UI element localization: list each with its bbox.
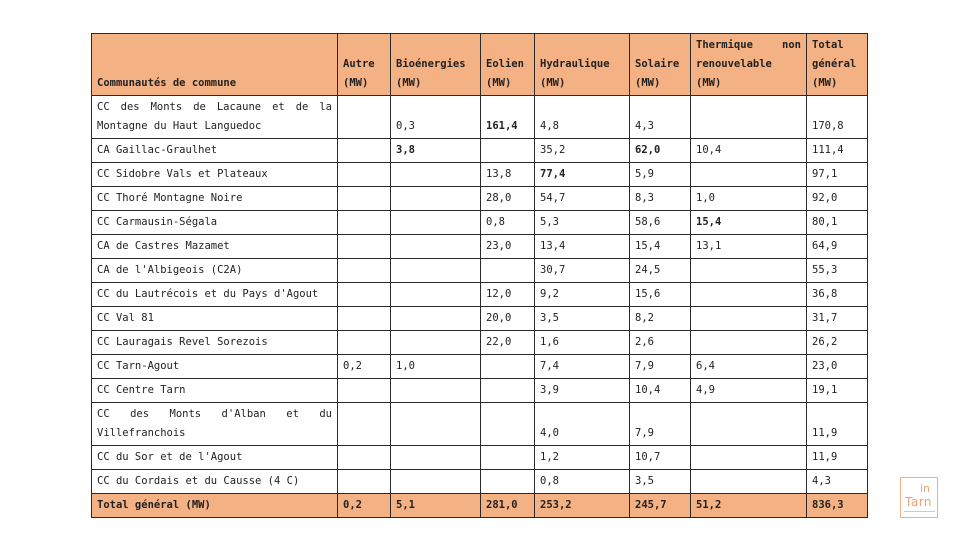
commune-name: CA Gaillac-Graulhet (92, 139, 338, 163)
header-thermique: Thermique non renouvelable (MW) (691, 34, 807, 96)
commune-name: CC du Cordais et du Causse (4 C) (92, 470, 338, 494)
table-row (92, 446, 868, 470)
table-row (92, 235, 868, 259)
cell-eolien (481, 379, 535, 403)
table-row (92, 139, 868, 163)
commune-name: CC du Sor et de l'Agout (92, 446, 338, 470)
cell-hydro: 4,0 (535, 403, 630, 446)
total-autre: 0,2 (338, 494, 391, 518)
commune-name: CA de l'Albigeois (C2A) (92, 259, 338, 283)
cell-autre (338, 446, 391, 470)
header-bioenergies: Bioénergies (MW) (391, 34, 481, 96)
cell-total: 11,9 (807, 446, 868, 470)
cell-thermique (691, 470, 807, 494)
cell-solaire: 15,4 (630, 235, 691, 259)
total-total: 836,3 (807, 494, 868, 518)
commune-name: CC des Monts de Lacaune et de la Montagne du Haut Languedoc (92, 96, 338, 139)
cell-solaire: 7,9 (630, 355, 691, 379)
cell-solaire: 5,9 (630, 163, 691, 187)
header-total: Total général (MW) (807, 34, 868, 96)
cell-autre (338, 163, 391, 187)
cell-eolien (481, 259, 535, 283)
logo-line1: in (920, 482, 931, 495)
cell-bio (391, 307, 481, 331)
cell-autre (338, 470, 391, 494)
cell-autre: 0,2 (338, 355, 391, 379)
cell-total: 4,3 (807, 470, 868, 494)
table-row (92, 211, 868, 235)
total-hydro: 253,2 (535, 494, 630, 518)
cell-autre (338, 235, 391, 259)
cell-autre (338, 403, 391, 446)
cell-eolien: 23,0 (481, 235, 535, 259)
cell-hydro: 1,2 (535, 446, 630, 470)
table-row (92, 355, 868, 379)
cell-hydro: 1,6 (535, 331, 630, 355)
capacity-table (91, 33, 868, 518)
cell-total: 19,1 (807, 379, 868, 403)
cell-eolien (481, 446, 535, 470)
table-row (92, 307, 868, 331)
cell-hydro: 4,8 (535, 96, 630, 139)
table-row (92, 283, 868, 307)
cell-eolien (481, 470, 535, 494)
cell-thermique: 15,4 (691, 211, 807, 235)
cell-eolien: 22,0 (481, 331, 535, 355)
header-eolien: Eolien (MW) (481, 34, 535, 96)
cell-thermique (691, 403, 807, 446)
commune-name: CC Centre Tarn (92, 379, 338, 403)
cell-bio: 0,3 (391, 96, 481, 139)
cell-eolien (481, 355, 535, 379)
cell-solaire: 4,3 (630, 96, 691, 139)
cell-solaire: 8,3 (630, 187, 691, 211)
cell-total: 36,8 (807, 283, 868, 307)
total-eolien: 281,0 (481, 494, 535, 518)
commune-name: CC Carmausin-Ségala (92, 211, 338, 235)
table-row (92, 331, 868, 355)
cell-autre (338, 187, 391, 211)
cell-autre (338, 139, 391, 163)
cell-hydro: 54,7 (535, 187, 630, 211)
header-autre: Autre (MW) (338, 34, 391, 96)
cell-total: 26,2 (807, 331, 868, 355)
cell-bio (391, 379, 481, 403)
cell-bio (391, 235, 481, 259)
cell-hydro: 30,7 (535, 259, 630, 283)
cell-solaire: 10,7 (630, 446, 691, 470)
cell-thermique: 10,4 (691, 139, 807, 163)
cell-bio (391, 403, 481, 446)
cell-autre (338, 259, 391, 283)
cell-hydro: 5,3 (535, 211, 630, 235)
cell-bio (391, 446, 481, 470)
table-row (92, 259, 868, 283)
cell-solaire: 7,9 (630, 403, 691, 446)
logo-line2: Tarn (905, 495, 933, 509)
cell-total: 97,1 (807, 163, 868, 187)
cell-autre (338, 331, 391, 355)
cell-hydro: 3,5 (535, 307, 630, 331)
cell-autre (338, 307, 391, 331)
cell-hydro: 7,4 (535, 355, 630, 379)
cell-bio (391, 187, 481, 211)
cell-thermique (691, 163, 807, 187)
header-solaire: Solaire (MW) (630, 34, 691, 96)
total-thermique: 51,2 (691, 494, 807, 518)
cell-bio (391, 211, 481, 235)
cell-thermique: 13,1 (691, 235, 807, 259)
table-row (92, 403, 868, 446)
cell-hydro: 13,4 (535, 235, 630, 259)
commune-name: CA de Castres Mazamet (92, 235, 338, 259)
cell-total: 55,3 (807, 259, 868, 283)
cell-solaire: 2,6 (630, 331, 691, 355)
cell-hydro: 0,8 (535, 470, 630, 494)
commune-name: CC Thoré Montagne Noire (92, 187, 338, 211)
commune-name: CC du Lautrécois et du Pays d'Agout (92, 283, 338, 307)
cell-total: 11,9 (807, 403, 868, 446)
cell-total: 92,0 (807, 187, 868, 211)
cell-thermique: 4,9 (691, 379, 807, 403)
cell-eolien (481, 139, 535, 163)
cell-total: 23,0 (807, 355, 868, 379)
cell-total: 111,4 (807, 139, 868, 163)
cell-bio: 3,8 (391, 139, 481, 163)
table-row (92, 379, 868, 403)
cell-thermique (691, 331, 807, 355)
cell-bio: 1,0 (391, 355, 481, 379)
cell-autre (338, 211, 391, 235)
cell-thermique: 1,0 (691, 187, 807, 211)
table-row (92, 187, 868, 211)
cell-solaire: 58,6 (630, 211, 691, 235)
cell-total: 80,1 (807, 211, 868, 235)
cell-autre (338, 96, 391, 139)
cell-total: 170,8 (807, 96, 868, 139)
table-row (92, 96, 868, 139)
cell-eolien (481, 403, 535, 446)
intarn-logo (900, 477, 938, 518)
commune-name: CC Sidobre Vals et Plateaux (92, 163, 338, 187)
cell-thermique (691, 259, 807, 283)
cell-autre (338, 379, 391, 403)
total-bio: 5,1 (391, 494, 481, 518)
table-body (92, 96, 868, 518)
commune-name: CC Tarn-Agout (92, 355, 338, 379)
header-communes: Communautés de commune (92, 34, 338, 96)
cell-hydro: 3,9 (535, 379, 630, 403)
header-hydraulique: Hydraulique (MW) (535, 34, 630, 96)
cell-eolien: 20,0 (481, 307, 535, 331)
cell-eolien: 13,8 (481, 163, 535, 187)
total-solaire: 245,7 (630, 494, 691, 518)
cell-solaire: 10,4 (630, 379, 691, 403)
cell-hydro: 9,2 (535, 283, 630, 307)
total-row (92, 494, 868, 518)
cell-solaire: 3,5 (630, 470, 691, 494)
cell-hydro: 35,2 (535, 139, 630, 163)
cell-thermique: 6,4 (691, 355, 807, 379)
cell-eolien: 12,0 (481, 283, 535, 307)
cell-total: 31,7 (807, 307, 868, 331)
cell-solaire: 24,5 (630, 259, 691, 283)
cell-total: 64,9 (807, 235, 868, 259)
cell-thermique (691, 283, 807, 307)
commune-name: CC Val 81 (92, 307, 338, 331)
cell-bio (391, 259, 481, 283)
cell-hydro: 77,4 (535, 163, 630, 187)
table-row (92, 470, 868, 494)
cell-bio (391, 331, 481, 355)
cell-bio (391, 283, 481, 307)
cell-bio (391, 163, 481, 187)
cell-solaire: 8,2 (630, 307, 691, 331)
header-row (92, 34, 868, 96)
cell-thermique (691, 446, 807, 470)
table-row (92, 163, 868, 187)
commune-name: CC Lauragais Revel Sorezois (92, 331, 338, 355)
cell-eolien: 28,0 (481, 187, 535, 211)
commune-name: CC des Monts d'Alban et du Villefranchois (92, 403, 338, 446)
cell-bio (391, 470, 481, 494)
logo-underline (904, 511, 935, 515)
cell-solaire: 62,0 (630, 139, 691, 163)
cell-eolien: 0,8 (481, 211, 535, 235)
cell-thermique (691, 96, 807, 139)
total-name: Total général (MW) (92, 494, 338, 518)
cell-eolien: 161,4 (481, 96, 535, 139)
cell-thermique (691, 307, 807, 331)
cell-solaire: 15,6 (630, 283, 691, 307)
cell-autre (338, 283, 391, 307)
